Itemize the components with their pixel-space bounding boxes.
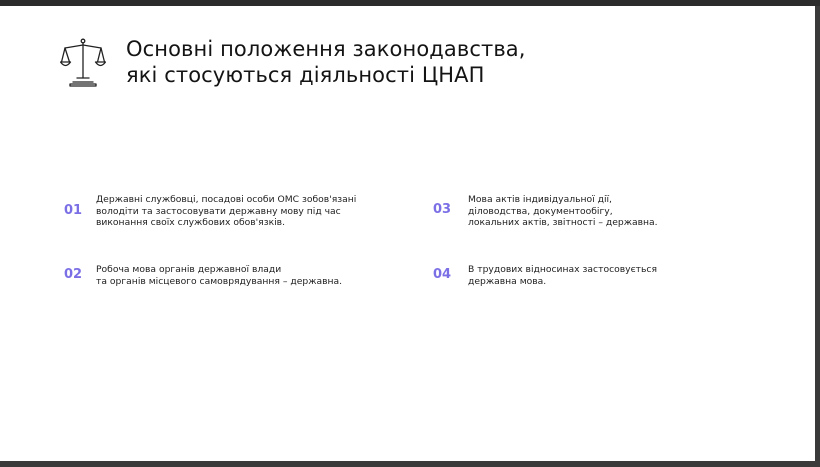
point-number: 02 (64, 267, 83, 282)
window-bottom-edge (0, 461, 820, 467)
point-text (468, 264, 657, 287)
point-text-line: діловодства, документообігу, (468, 205, 613, 217)
point-text-line: В трудових відносинах застосовується (468, 264, 657, 275)
title-line-1: Основні положення законодавства, (126, 37, 526, 61)
point-text (96, 194, 356, 229)
point-text-line: володіти та застосовувати державну мову під час (96, 205, 341, 217)
point-text-line: Мова актів індивідуальної дії, (468, 194, 612, 205)
window-right-edge (815, 6, 820, 467)
point-text-line: та органів місцевого самоврядування – державна. (96, 275, 343, 287)
point-number: 01 (64, 203, 83, 218)
presentation-slide (0, 6, 815, 461)
slide-title (126, 36, 526, 88)
point-text-line: Державні службовці, посадові особи ОМС зобов'язані (96, 194, 357, 205)
point-number: 04 (433, 267, 452, 282)
point-text (468, 194, 658, 229)
point-text-line: Робоча мова органів державної влади (96, 264, 282, 275)
scales-of-justice-icon (60, 38, 106, 88)
point-text-line: державна мова. (468, 275, 547, 287)
point-text-line: локальних актів, звітності – державна. (468, 217, 658, 228)
point-text (96, 264, 342, 287)
point-text-line: виконання своїх службових обов'язків. (96, 217, 286, 228)
point-number: 03 (433, 202, 452, 217)
title-line-2: які стосуються діяльності ЦНАП (126, 63, 485, 87)
